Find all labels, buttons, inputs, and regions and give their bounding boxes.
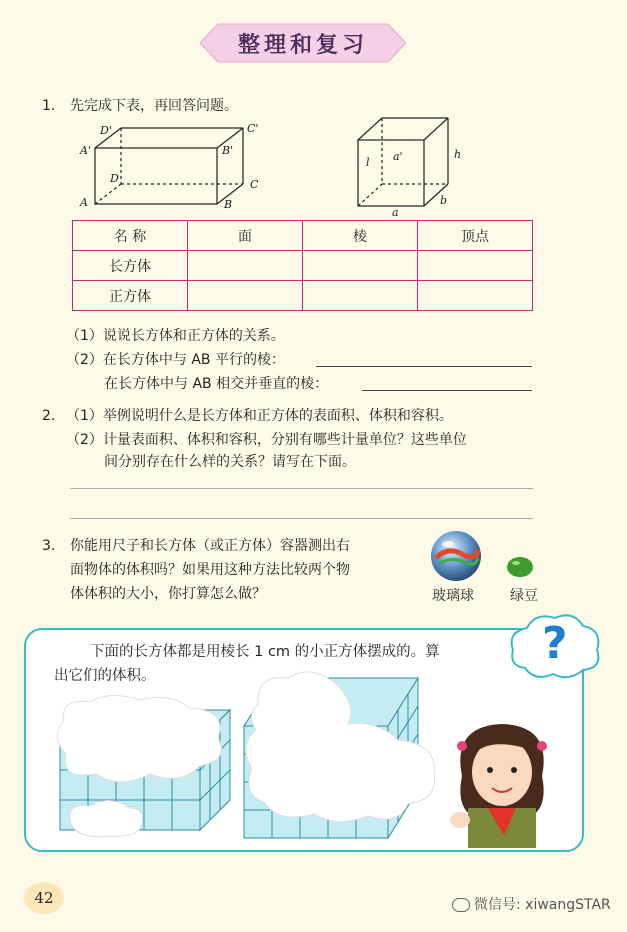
q3-line1: 你能用尺子和长方体（或正方体）容器测出右	[70, 538, 350, 554]
cuboid-blocks-left	[50, 690, 240, 840]
wechat-icon	[452, 898, 470, 912]
answer-blank-perpendicular[interactable]	[362, 376, 532, 391]
label-a-prime: a'	[393, 150, 403, 163]
page-title: 整理和复习	[237, 33, 368, 58]
table-cell[interactable]	[418, 281, 533, 311]
page-number: 42	[24, 882, 64, 914]
label-a1: A'	[80, 144, 91, 157]
q3-line3: 体体积的大小，你打算怎么做？	[70, 586, 266, 602]
q1-sub2b: 在长方体中与 AB 相交并垂直的棱：	[104, 376, 329, 392]
writing-line[interactable]	[70, 488, 533, 489]
label-b1: B'	[222, 144, 234, 157]
q3-line2: 面物体的体积吗？如果用这种方法比较两个物	[70, 562, 350, 578]
label-l: l	[366, 156, 370, 169]
table-cell: 正方体	[73, 281, 188, 311]
table-cell[interactable]	[303, 251, 418, 281]
table-cell[interactable]	[418, 251, 533, 281]
q3-number: 3.	[42, 538, 56, 554]
girl-illustration	[432, 716, 580, 848]
q2-sub2a: （2）计量表面积、体积和容积，分别有哪些计量单位？这些单位	[66, 432, 467, 448]
table-cell[interactable]	[303, 281, 418, 311]
q2-sub2b: 间分别存在什么样的关系？请写在下面。	[104, 454, 356, 470]
question-mark: ?	[542, 618, 568, 669]
cuboid-blocks-right	[238, 664, 448, 842]
table-header-row	[73, 221, 533, 251]
label-c: C	[250, 178, 259, 191]
marble-label: 玻璃球	[432, 588, 474, 604]
table-header: 顶点	[418, 221, 533, 251]
table-header: 棱	[303, 221, 418, 251]
label-d: D	[110, 172, 119, 185]
q1-text: 先完成下表，再回答问题。	[70, 98, 238, 114]
label-h: h	[454, 148, 462, 161]
table-row	[73, 281, 533, 311]
table-cell: 长方体	[73, 251, 188, 281]
table-cell[interactable]	[188, 251, 303, 281]
label-c1: C'	[247, 122, 259, 135]
mung-bean-icon	[504, 554, 536, 580]
label-b: B	[224, 198, 233, 211]
table-header: 名 称	[73, 221, 188, 251]
answer-blank-parallel[interactable]	[316, 352, 532, 367]
table-header: 面	[188, 221, 303, 251]
label-a-cube: a	[392, 206, 399, 219]
label-d1: D'	[100, 124, 112, 137]
watermark	[452, 894, 611, 914]
table-row	[73, 251, 533, 281]
label-a: A	[80, 196, 88, 209]
label-b-cube: b	[440, 194, 448, 207]
q2-number: 2.	[42, 408, 56, 424]
q2-sub1: （1）举例说明什么是长方体和正方体的表面积、体积和容积。	[66, 408, 453, 424]
mung-bean-label: 绿豆	[510, 588, 538, 604]
marble-icon	[428, 528, 484, 584]
q1-sub2a: （2）在长方体中与 AB 平行的棱：	[66, 352, 285, 368]
panel-line1: 下面的长方体都是用棱长 1 cm 的小正方体摆成的。算	[90, 644, 440, 660]
writing-line[interactable]	[70, 518, 533, 519]
watermark-text: 微信号: xiwangSTAR	[474, 897, 611, 913]
table-cell[interactable]	[188, 281, 303, 311]
q1-sub1: （1）说说长方体和正方体的关系。	[66, 328, 285, 344]
q1-number: 1.	[42, 98, 56, 114]
shape-table	[72, 220, 533, 311]
panel-line2: 出它们的体积。	[54, 668, 156, 684]
